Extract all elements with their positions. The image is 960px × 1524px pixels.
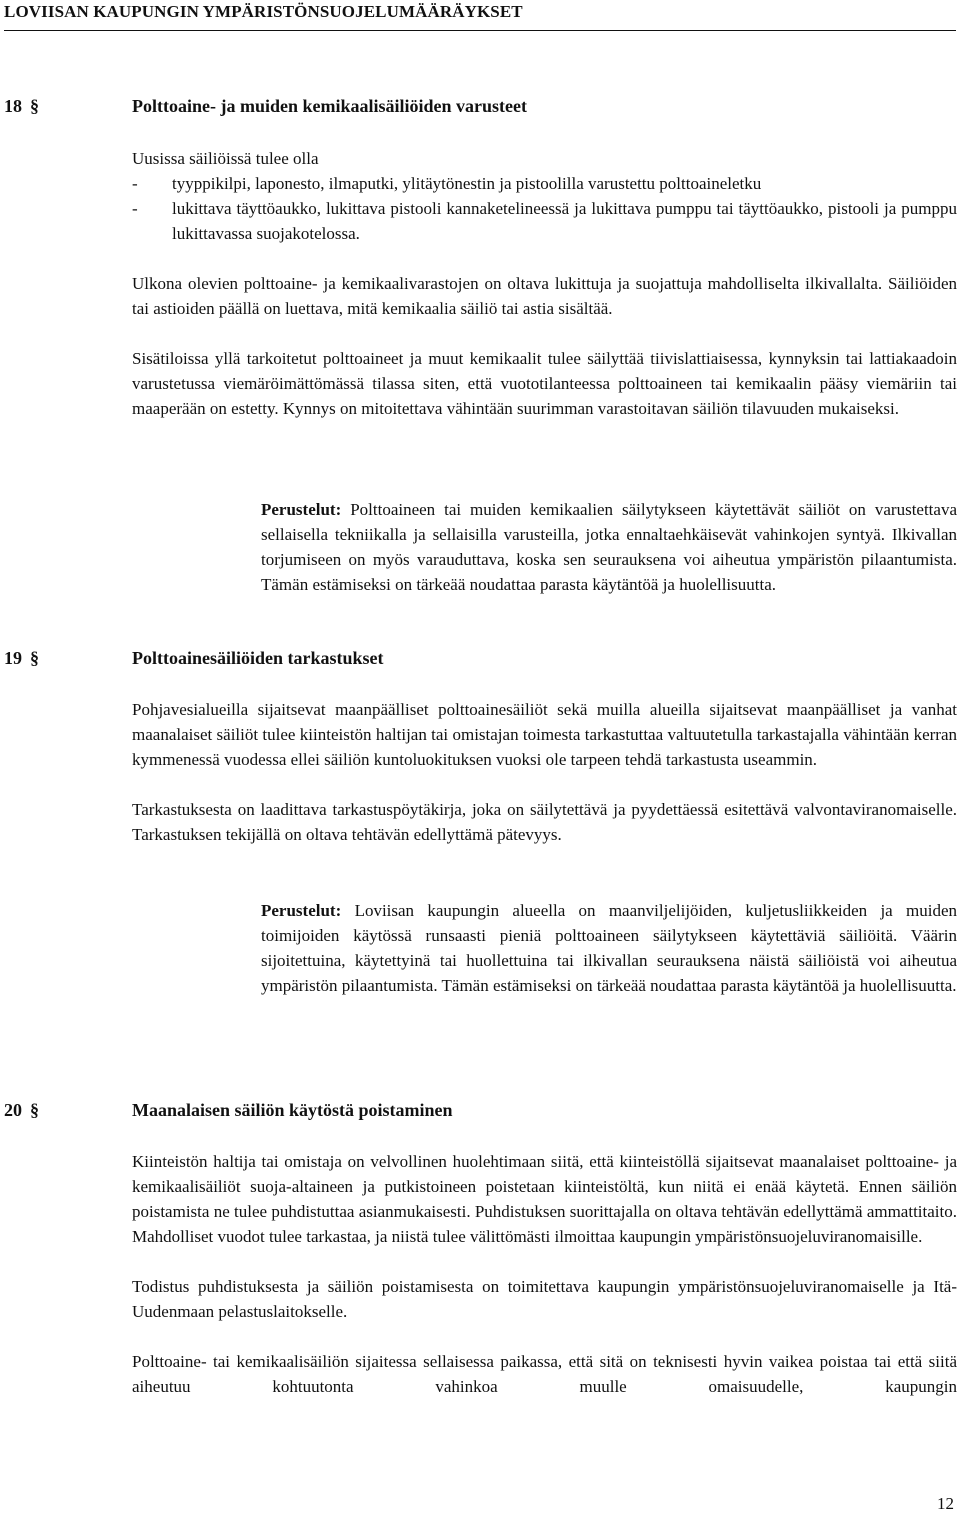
rationale-paragraph xyxy=(261,898,957,998)
list-item-text: tyyppikilpi, laponesto, ilmaputki, ylitäytönestin ja pistoolilla varustettu polttoaineletku xyxy=(172,174,762,193)
paragraph: Todistus puhdistuksesta ja säiliön poistamisesta on toimitettava kaupungin ympäristönsuojeluviranomaiselle ja Itä-Uudenmaan pelastuslaitokselle. xyxy=(132,1277,957,1321)
rationale-text: Polttoaineen tai muiden kemikaalien säilytykseen käytettävät säiliöt on varustettava sellaisella tekniikalla ja sellaisilla varusteilla, jotka ennaltaehkäisevät vahinkojen syntyä. Ilkivallan torjumiseen on myös varauduttava, koska sen seurauksena voi aiheutua ympäristön pilaantumista. Tämän estämiseksi on tärkeää noudattaa parasta käytäntöä ja huolellisuutta. xyxy=(261,500,957,594)
paragraph: Ulkona olevien polttoaine- ja kemikaalivarastojen on oltava lukittuja ja suojattuja mahdolliselta ilkivallalta. Säiliöiden tai astioiden päällä on luettava, mitä kemikaalia säiliö tai astia sisältää. xyxy=(132,274,957,318)
list-marker: - xyxy=(132,174,138,193)
section-symbol: § xyxy=(30,648,39,668)
list-item xyxy=(132,171,957,196)
section-18-rationale xyxy=(261,497,957,597)
section-symbol: § xyxy=(30,96,39,116)
paragraph: Kiinteistön haltija tai omistaja on velvollinen huolehtimaan siitä, että kiinteistöllä sijaitsevat maanalaiset polttoaine- ja kemikaalisäiliöt suoja-altaineen ja putkistoineen poistetaan kiinteistöltä, kun niitä ei enää käytetä. Ennen säiliön poistamista ne tulee puhdistuttaa asianmukaisesti. Puhdistuksen suorittajalla on oltava tehtävän edellyttämä ammattitaito. Mahdolliset vuodot tulee tarkastaa, ja niistä tulee välittömästi ilmoittaa kaupungin ympäristönsuojeluviranomaisille. xyxy=(132,1152,957,1246)
list-item-text: lukittava täyttöaukko, lukittava pistooli kannaketelineessä ja lukittava pumppu tai täyttöaukko, pistooli ja pumppu lukittavassa suojakotelossa. xyxy=(172,199,957,243)
document-header: LOVIISAN KAUPUNGIN YMPÄRISTÖNSUOJELUMÄÄRÄYKSET xyxy=(4,0,956,31)
section-number: 19 xyxy=(4,648,22,668)
section-title: Maanalaisen säiliön käytöstä poistaminen xyxy=(132,1100,453,1120)
section-number: 18 xyxy=(4,96,22,116)
rationale-text: Loviisan kaupungin alueella on maanviljelijöiden, kuljetusliikkeiden ja muiden toimijoiden käytössä runsaasti pieniä polttoaineen säilytykseen käytettäviä säiliöitä. Väärin sijoitettuina, käytettyinä tai huollettuina tai ilkivallan seurauksena näistä säiliöistä voi aiheutua ympäristön pilaantumista. Tämän estämiseksi on tärkeää noudattaa parasta käytäntöä ja huolellisuutta. xyxy=(261,901,958,995)
section-number: 20 xyxy=(4,1100,22,1120)
section-symbol: § xyxy=(30,1100,39,1120)
page-number: 12 xyxy=(937,1494,954,1513)
paragraph: Polttoaine- tai kemikaalisäiliön sijaitessa sellaisessa paikassa, että sitä on teknisesti hyvin vaikea poistaa tai että siitä aiheutuu kohtuutonta vahinkoa muulle omaisuudelle, kaupungin xyxy=(132,1352,957,1396)
section-19-rationale xyxy=(261,898,957,998)
rationale-paragraph xyxy=(261,497,957,597)
list-item xyxy=(132,196,957,246)
rationale-label: Perustelut: xyxy=(261,500,342,519)
rationale-label: Perustelut: xyxy=(261,901,342,920)
list-intro: Uusissa säiliöissä tulee olla xyxy=(132,149,319,168)
section-19-body xyxy=(132,697,957,847)
section-18-body xyxy=(132,146,957,421)
section-20-body xyxy=(132,1149,957,1399)
section-title: Polttoaine- ja muiden kemikaalisäiliöiden varusteet xyxy=(132,96,527,116)
paragraph: Tarkastuksesta on laadittava tarkastuspöytäkirja, joka on säilytettävä ja pyydettäessä esitettävä valvontaviranomaiselle. Tarkastuksen tekijällä on oltava tehtävän edellyttämä pätevyys. xyxy=(132,800,957,844)
section-title: Polttoainesäiliöiden tarkastukset xyxy=(132,648,384,668)
list-marker: - xyxy=(132,199,138,218)
section-18-requirements xyxy=(132,146,957,246)
paragraph: Sisätiloissa yllä tarkoitetut polttoaineet ja muut kemikaalit tulee säilyttää tiivislattiaisessa, kynnyksin tai lattiakaadoin varustetussa viemäröimättömässä tilassa siten, että vuototilanteessa polttoaineen tai kemikaalin pääsy viemäriin tai maaperään on estetty. Kynnys on mitoitettava vähintään suurimman varastoitavan säiliön tilavuuden mukaiseksi. xyxy=(132,349,957,418)
paragraph: Pohjavesialueilla sijaitsevat maanpäälliset polttoainesäiliöt sekä muilla alueilla sijaitsevat maanpäälliset ja vanhat maanalaiset säiliöt tulee kiinteistön haltijan tai omistajan toimesta tarkastuttaa valtuutetulla tarkastajalla vähintään kerran kymmenessä vuodessa ellei säiliön kuntoluokituksen vuoksi ole tarpeen tehdä tarkastusta useammin. xyxy=(132,700,957,769)
